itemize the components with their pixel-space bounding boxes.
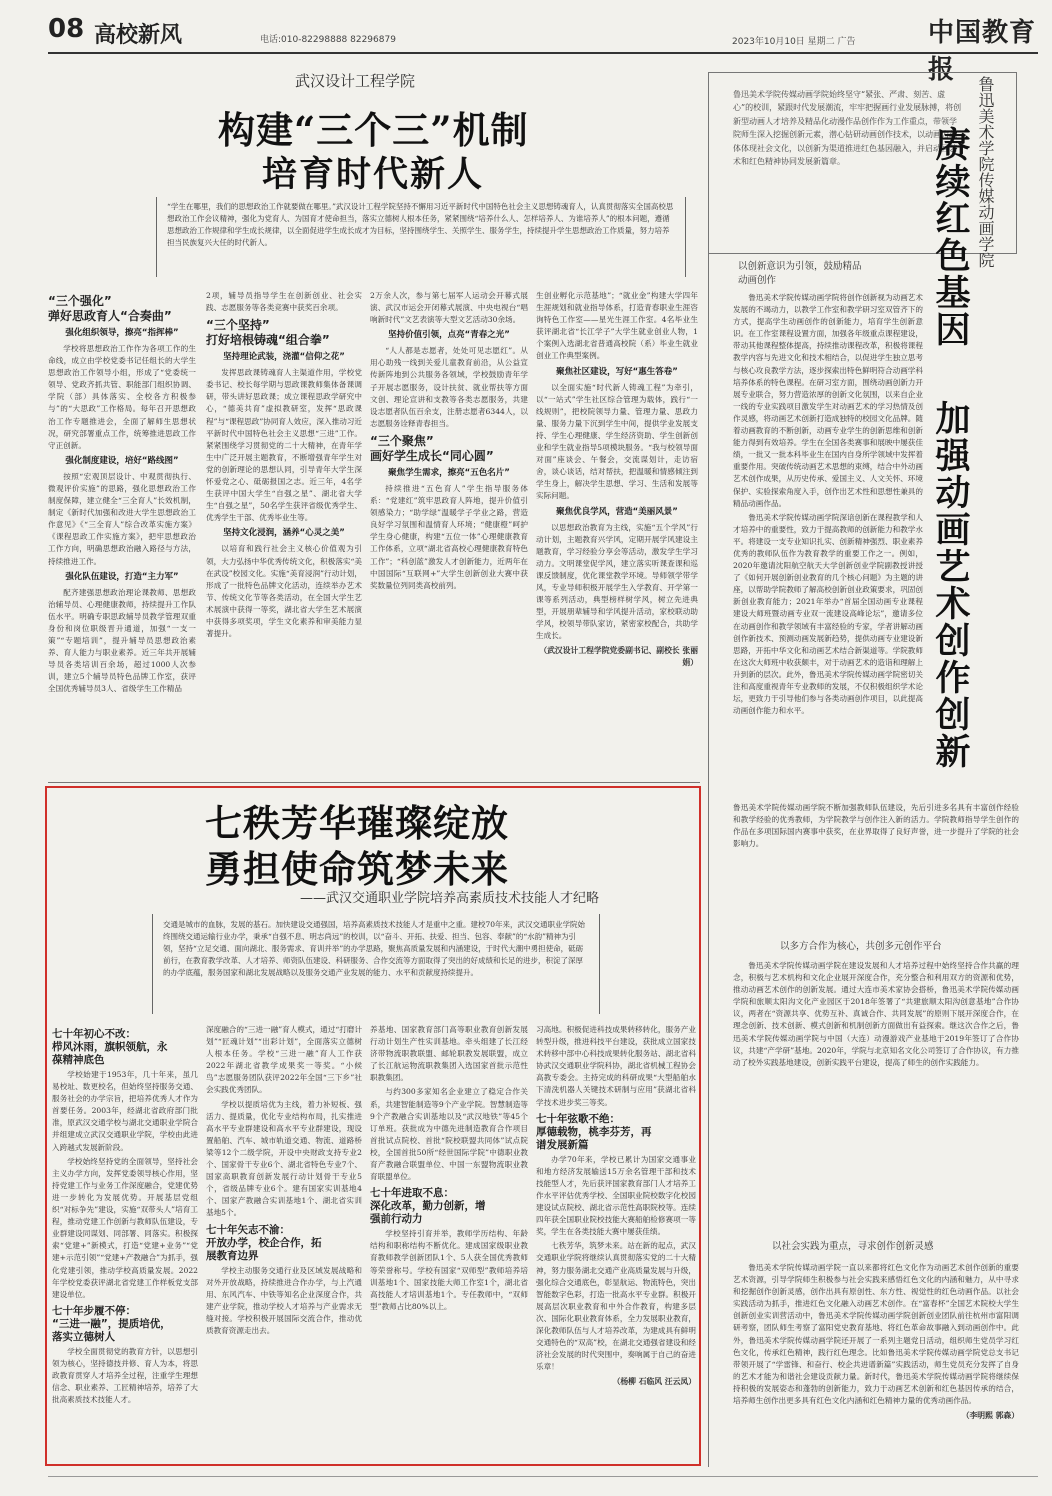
article2-col1-p3: 学校全面贯彻党的教育方针，以思想引领为核心，坚持德技并修、育人为本，将思政教育贯穿人才培养全过程，注重学生理想信念、职业素养、工匠精神培养，培养了大批高素质技术技能人才。 [52, 1346, 198, 1405]
sidebar-school: 鲁迅美术学院传媒动画学院 [976, 76, 995, 268]
sidebar-body-2 [733, 960, 1019, 1230]
article2-col3-p1: 与约300多家知名企业建立了稳定合作关系，共建智能制造等9个产业学院。智慧制造等9个产教融合实训基地以及“武汉地铁”等45个订单班。获批成为中德先进制造教育合作项目首批试点院校、首批“院校联盟共同体”试点院校，全国首批50所“经世国际学院”中德职业教育产教融合联盟单位、中国一东盟物流职业教育联盟单位。 [370, 1087, 528, 1182]
article2-byline: （杨柳 石临风 汪云凤） [612, 1377, 696, 1387]
article1-column-4 [536, 290, 698, 774]
article2-col3-heading: 七十年进取不息： 深化改革，勤力创新，增 强前行动力 [370, 1187, 486, 1226]
article1-byline: （武汉设计工程学院党委副书记、副校长 张丽娟） [539, 646, 698, 668]
article1-col4-sub1: 聚焦社区建设，写好“惠生答卷” [556, 366, 678, 377]
article2-col3-p0: 养基地、国家教育部门高等职业教育创新发展行动计划生产性实训基地。牵头组建了长江经济带物流职教联盟、邮轮职教发展联盟，成立了长江航运物流职教集团入选国家首批示范性职教集团。 [370, 1025, 528, 1083]
article1-col4-p1: 以全面实施“时代新人铸魂工程”为牵引，以“一站式”学生社区综合管理为载体，践行“一线规则”，把校院领导力量、管理力量、思政力量、服务力量下沉到学生中间，提供学业发展支持、学生心理健康、学生经济资助、学生创新创业和学生就业指导5项模块服务。“我与校领导面对面”座谈会、午餐会，交流谋划计，走访宿舍，谈心谈话，结对帮扶，把温暖和情感倾注到学生身上，解决学生思想、学习、生活和发展等实际问题。 [536, 382, 698, 501]
sidebar-p1b: 鲁迅美术学院传媒动画学院深谙创新在课程教学和人才培养中的重要性，致力于提高教师的创新能力和教学水平。将建设一支专业知识扎实、创新精神强烈、职业素养优秀的教师队伍作为教育教学的重要工作之一。例如，2020年邀请沈阳航空航天大学创新创业学院副教授讲授了《如何开展创新创业教育的几个核心问题》为主题的讲座，以帮助学院教师了解高校创新创业政策要求，巩固创新创业教育能力；2021年举办“首届全国动画专业课程建设大师班暨动画专业双一流建设高峰论坛”，邀请多位在动画创作和教学领域有丰富经验的专家，学者讲解动画创作新技术、预测动画发展新趋势，提供动画专业建设新思路，开拓中华文化和动画艺术结合新渠道等。学院教师在这次大师班中收获颇丰，对于动画艺术的造诣和理解上升到新的层次。此外，鲁迅美术学院传媒动画学院密切关注和高度重视青年专业教师的发展，不仅积极组织学术论坛，更致力于引导他们参与各类动画创作项目，以此提高动画创作能力和水平。 [733, 512, 923, 716]
article1-col1-sub3: 强化队伍建设，打造“主力军” [65, 571, 179, 582]
page-footer-rule [48, 1476, 1038, 1477]
sidebar-body-3 [733, 1262, 1019, 1460]
article2-subtitle: ——武汉交通职业学院培养高素质技术技能人才纪略 [300, 891, 600, 906]
sidebar-byline: （李明熙 郭森） [961, 1411, 1019, 1421]
article1-col1-sub2: 强化制度建设，培好“路线图” [65, 455, 179, 466]
article2-column-3 [370, 1024, 528, 1460]
article2-title-line2: 勇担使命筑梦未来 [205, 847, 509, 891]
article1-col4-sub2: 聚焦优良学风，营造“美丽风景” [556, 506, 678, 517]
section-title: 高校新风 [94, 23, 183, 48]
sidebar-p1: 鲁迅美术学院传媒动画学院将创作创新视为动画艺术发展的不竭动力，以教学工作室和教学研习室双管齐下的方式，提高学生动画创作的创新能力，培育学生创新意识。在工作室课程设置方面，加强各年级重点课程建设，带动其他课程整体提高，持续推动课程改革，积极将课程教学内容与先进文化和技术相结合，以促进学生独立思考与核心攻良教学方法，逐步探索出特色鲜明符合动画学科培养体系的特色课程。在研习室方面，围绕动画创新力开展专业联合，努力营造浓厚的创新文化氛围，以来自企业一线的专业实践项目激发学生对动画艺术的学习热情及创作灵感，将动画艺术创新打造成独特的校园文化品牌。随着动画教育的不断创新，动画专业学生的创新思维和创新能力得到有效培养。学生在全国各类赛事和展映中屡获佳绩，一批又一批本科毕业生在国内自身所学领域中发挥着重要作用。突破传统动画艺术思想的束缚，结合中外动画艺术创作成果，从历史传承、爱国主义、人文关怀、环境保护、实验探索角度入手，创作出艺术性和思想性兼具的精品动画作品。 [733, 293, 923, 508]
article2-col4-heading: 七十年弦歌不绝： 厚德载物，桃李芬芳，再 谱发展新篇 [536, 1112, 652, 1151]
article1-col2-p1: 发挥思政课铸魂育人主渠道作用，学校党委书记、校长每学期与思政课教师集体备课调研，带头讲好思政课；成立课程思政学研究中心，“德美共育”虚拟教研室，发挥“思政课程”与“课程思政”协同育人效应，深入推动习近平新时代中国特色社会主义思想“三进”工作。紧紧围绕学习贯彻党的二十大精神，在青年学生中广泛开展主题教育，不断增强青年学生对党的创新理论的思想认同，引导青年大学生深怀爱党之心、砥砺报国之志。近三年，4名学生获评中国大学生“自强之星”、湖北省大学生“自强之星”，50名学生获评省级优秀学生、优秀学生干部、优秀毕业生等。 [206, 368, 362, 523]
sidebar-intro: 鲁迅美术学院传媒动画学院始终坚守“紧张、严肃、刻苦、虚心”的校训，紧跟时代发展潮流，牢牢把握画行业发展脉搏，将创新型动画人才培养及精品化动漫作品创作作为工作重点，带领学院师生深入挖掘创新元素，潜心钻研动画创作技术，以动画为载体体现社会文化，以创新为渠道推进红色基因融入，并启动画艺术和红色精神协同发展新篇章。 [733, 90, 962, 167]
article2-col2-p0: 深度融合的“三进一融”育人模式，通过“打磨计划”“匠魂计划”“出彩计划”，全面落实立德树人根本任务。学校“三进一融”育人工作获2022年湖北省教学成果奖一等奖。“小候鸟”志愿服务团队获评2022年全国“三下乡”社会实践优秀团队。 [206, 1025, 362, 1095]
article1-column-3 [370, 290, 528, 774]
sidebar-body-1 [733, 292, 923, 802]
article1-intro: “学生在哪里，我们的思想政治工作就要做在哪里。”武汉设计工程学院坚持不懈用习近平新时代中国特色社会主义思想铸魂育人，认真贯彻落实全国高校思想政治工作会议精神，强化为党育人、为国育才使命担当，落实立德树人根本任务，紧紧围绕“培养什么人、怎样培养人、为谁培养人”的根本问题，遵循思想政治工作规律和学生成长规律，以全面促进学生成长成才为目标，坚持围绕学生、关照学生、服务学生，持续提升学生思想政治工作质量，努力培养担当民族复兴大任的时代新人。 [156, 197, 686, 277]
article1-column-2 [206, 290, 362, 774]
article1-col3-sub2: 聚焦学生需求，擦亮“五色名片” [388, 467, 510, 478]
sidebar-p2: 鲁迅美术学院传媒动画学院在建设发展和人才培养过程中始终坚持合作共赢的理念，积极与艺术机构和文化企业展开深度合作，充分整合和利用双方的资源和优势，推动动画艺术创作的创新发展。通过大连市美术家协会搭桥，鲁迅美术学院传媒动画学院和旅顺太阳沟文化产业园区于2018年签署了“共建旅顺太阳沟创意基地”合作协议，两者在“资源共享、优势互补、真诚合作、共同发展”的原则下展开深度合作，在理念创新、技术创新、模式创新和机制创新方面做出有益探索。继这次合作之后，鲁迅美术学院传媒动画学院与中国（大连）动漫游戏产业基地于2019年签订了合作协议，共建“产学研”基地。2020年，学院与北京知名文化公司签订了合作协议，有力推动了校外实践基地建设，创新实践平台建设，提高了师生的创作实践能力。 [733, 961, 1019, 1067]
article1-col3-heading: “三个聚焦” 画好学生成长“同心圆” [370, 433, 494, 463]
article-divider [48, 782, 700, 783]
article2-col4-p2: 七秩芳华，筑梦未来。站在新的起点，武汉交通职业学院将继续认真贯彻落实党的二十大精神，努力服务湖北交通产业高质量发展与升级，强化综合交通底色，彰显航运、物流特色，突出智能数字色彩，打造一批高水平专业群。积极开展高层次职业教育和中外合作教育，构建多层次、国际化职业教育体系，全力发展职业教育，深化教师队伍与人才培养改革，为建成具有鲜明交通特色的“双高”校，在湖北交通强省建设和经济社会发展的时代突围中，奏响属于自己的奋进乐章！ [536, 1241, 696, 1372]
sidebar-sub3: 以社会实践为重点，寻求创作创新灵感 [772, 1241, 934, 1252]
header-phone: 电话:010-82298888 82296879 [260, 35, 396, 45]
page-number: 08 [48, 14, 85, 44]
article1-col1-sub1: 强化组织领导，擦亮“指挥棒” [65, 328, 179, 338]
article1-col1-heading: “三个强化” 弹好思政育人“合奏曲” [48, 294, 172, 323]
article2-title-line1: 七秩芳华璀璨绽放 [205, 801, 509, 845]
header-date: 2023年10月10日 星期二 广告 [732, 37, 856, 47]
article2-col1-heading2: 七十年步履不停： “三进一融”，提质培优， 落实立德树人 [52, 1304, 171, 1343]
article1-column-1 [48, 290, 196, 774]
sidebar-sub1: 以创新意识为引领，鼓励精品 动画创作 [738, 261, 862, 286]
article1-col4-p2: 以思想政治教育为主线，实施“五个学风”行动计划，主题教育兴学风，定期开展学风建设主题教育，学习经验分享会等活动，激发学生学习动力。文明课堂促学风，建立落实听课查课和巡课反馈制度，优化课堂教学环境。导师领学带学风，专业导师积极开展学生入学教育、开学第一课等系列活动，典型榜样树学风，树立先进典型，开展朋辈辅导和学风提升活动，家校联动助学风，校领导带队家访，紧密家校配合，共助学生成长。 [536, 522, 698, 641]
article1-title-line1: 构建“三个三”机制 [218, 108, 529, 152]
article1-title-line2: 培育时代新人 [262, 154, 485, 195]
article1-col1-p2: 按照“宏观顶层设计、中观贯彻执行、微观评价实施”的思路，强化思想政治工作制度保障，建立健全“三全育人”长效机制，制定《新时代加强和改进大学生思想政治工作意见》《“三全育人”综合改革实施方案》《课程思政工作实施方案》，把牢思想政治工作方向，明确思想政治融入路径与方法，持续推进工作。 [48, 471, 196, 566]
article1-col1-p1: 学校将思想政治工作作为各项工作的生命线，成立由学校党委书记任组长的大学生思想政治工作领导小组，形成了“党委统一领导、党政齐抓共管、职能部门组织协调、学院（部）具体落实、全校各方积极参与”的“大思政”工作格局。每年召开思想政治工作专题推进会，全面了解师生思想状况，研究部署重点工作，统筹推进思政工作守正创新。 [48, 344, 196, 450]
article1-col2-heading: “三个坚持” 打好培根铸魂“组合拳” [206, 318, 330, 348]
article1-col3-p1: “人人都是志愿者，处处可见志愿红”。从用心助残一线到关爱儿童教育前沿，从公益宣传新阵地到公共服务各领域，学校鼓励青年学子开展志愿服务，设计扶贫、就业帮扶等方面文创、理论宣讲和支教等各类志愿服务，共建设志愿者队伍百余支，注册志愿者6344人，以志愿服务诠释青春担当。 [370, 346, 528, 428]
article1-col1-p3: 配齐建强思想政治理论课教师、思想政治辅导员、心理健康教师，持续提升工作队伍水平。明确专职思政辅导员教学管理双重身份和岗位职级晋升通道，加强“一支一策”“专题培训”，提升辅导员思想政治素养、育人能力与职业素养。近三年共开展辅导员各类培训百余场，超过1000人次参训，建立5个辅导员特色品牌工作室，获评全国优秀辅导员3人、省级学生工作精品 [48, 587, 196, 694]
article2-col1-p2: 学校始终坚持党的全面领导，坚持社会主义办学方向，发挥党委领导核心作用，坚持党建工作与业务工作深度融合，党建优势进一步转化为发展优势。开展基层党组织“对标争先”建设，实施“双带头人”培育工程，推动党建工作创新与教师队伍建设，专业群建设同谋划、同部署、同落实。积极探索“党建+”新模式，打造“党建+业务”“党建+示范引领”“党建+产教融合”为抓手，强化党建引领，推动学校高质量发展。2022年学校党委获评湖北省党建工作样板党支部建设单位。 [52, 1156, 198, 1299]
article1-col3-sub1: 坚持价值引领，点亮“青春之光” [388, 330, 510, 341]
article2-col1-heading: 七十年初心不改： 栉风沐雨，旗帜领航，永 葆精神底色 [52, 1028, 168, 1066]
sidebar-title-line1: 赓续红色基因 [930, 126, 971, 348]
masthead-logo: 中国教育报 [928, 18, 1037, 85]
article2-intro: 交通是城市的血脉，发展的基石。加快建设交通强国，培养高素质技术技能人才是重中之重。建校70年来，武汉交通职业学院始终围绕交通运输行业办学，秉承“自强不息、明志尚远”的校训，以“奋斗、开拓、扶爱、担当、包容、奉献”的“水韵”精神为引领，坚持“立足交通、面向湖北、服务需求、育训并举”的办学思路，聚焦高质量发展和内涵建设，于时代大潮中勇担使命，砥砺前行，在教育教学改革、人才培养、师资队伍建设、科研服务、合作交流等方面取得了突出的好成绩和长足的进步，积淀了深厚的办学底蕴，服务国家和湖北发展战略以及服务交通产业发展的能力、水平和贡献度持续提升。 [152, 914, 600, 1014]
article2-col2-heading: 七十年矢志不渝： 开放办学，校企合作，拓 展教育边界 [206, 1223, 322, 1262]
article1-school: 武汉设计工程学院 [295, 72, 416, 90]
article1-col3-p2: 持续推进“五色育人”学生指导服务体系：“党建红”筑牢思政育人阵地，提升价值引领感染力；“助学绿”温暖学子学业之路，营造良好学习氛围和温情育人环境；“健康橙”呵护学生身心健康，构建“五位一体”心理健康教育工作体系，立项“湖北省高校心理健康教育特色工作”；“科创蓝”激发人才创新能力，近两年在中国国际“互联网+”大学生创新创业大赛中获奖数量位列同类高校前列。 [370, 483, 528, 590]
article1-col2-p0: 2项，辅导员指导学生在创新创业、社会实践、志愿服务等各类竞赛中获奖百余项。 [206, 291, 362, 313]
article2-col1-p1: 学校始建于1953年，几十年来，虽几易校址、数更校名，但始终坚持服务交通、服务社会的办学宗旨，把培养优秀人才作为首要任务。2003年，经湖北省政府部门批准，原武汉交通学校与湖北交通职业学院合并组建成立武汉交通职业学院，学校由此进入跨越式发展新阶段。 [52, 1070, 198, 1152]
article2-col4-p0: 习高地。积极促进科技成果转移转化，服务产业转型升级，推进科技平台建设，获批成立国家技术转移中部中心科技成果转化服务站、湖北省科协武汉交通职业学院科协，湖北省机械工程协会高教专委会。主持完成的科研成果“大型船舶水下清洗机器人关键技术研制与应用”获湖北省科学技术进步奖三等奖。 [536, 1025, 696, 1107]
article2-col2-p2: 学校主动服务交通行业及区域发展战略和对外开放战略，持续推进合作办学，与上汽通用、东风汽车、中铁等知名企业深度合作，共建产业学院，推动学校人才培养与产业需求无缝对接。学校积极开展国际交流合作，推动优质教育资源走出去。 [206, 1265, 362, 1335]
sidebar-title-line2: 加强动画艺术创作创新 [930, 400, 971, 770]
sidebar-p3: 鲁迅美术学院传媒动画学院一直以来都将红色文化作为动画艺术创作创新的重要艺术资源，引导学院师生积极参与社会实践来感悟红色文化的内涵和魅力，从中寻求和挖掘创作创新灵感，创作出具有原创性、东方性、视觉性的红色动画作品。以社会实践活动为抓手，推进红色文化融入动画艺术创作。在“富春杯”全国艺术院校大学生创新创业实训营活动中，鲁迅美术学院传媒动画学院创新创业团队前往杭州市富阳调研考察，团队师生考察了富阳党史教育基地、将红色革命故事融入到动画创作中。此外，鲁迅美术学院传媒动画学院还开展了一系列主题党日活动，组织师生党员学习红色文化，传承红色精神，践行红色理念。比如鲁迅美术学院传媒动画学院党总支书记带领开展了“学雷锋、和奋行、校企共进谱新篇”实践活动，师生党员充分发挥了自身的艺术才能为和谐社会建设贡献力量。新时代，鲁迅美术学院传媒动画学院将继续保持积极的发展姿态和蓬勃的创新能力，致力于动画艺术创新和红色基因传承的结合，培养师生创作出更多具有红色文化内涵和红色精神力量的优秀动画作品。 [733, 1263, 1019, 1406]
article2-col3-p2: 学校坚持引育并举，教师学历结构、年龄结构和职称结构不断优化。建成国家级职业教育教师教学创新团队1个、5人获全国优秀教师等荣誉称号。学校有国家“双师型”教师培养培训基地1个、国家技能大师工作室1个，湖北省高技能人才培训基地1个。专任教师中，“双师型”教师占比80%以上。 [370, 1229, 528, 1311]
article1-col3-p0: 2万余人次，参与第七届军人运动会开幕式展演、武汉市运会开闭幕式展演、中央电视台“唱响新时代”文艺表演等大型文艺活动30余场。 [370, 291, 528, 325]
article1-col2-sub1: 坚持理论武装，浇灌“信仰之花” [223, 352, 345, 363]
article2-column-1 [52, 1024, 198, 1460]
article2-col4-p1: 办学70年来，学校已累计为国家交通事业和地方经济发展输送15万余名管理干部和技术技能型人才，先后获评国家教育部门人才培养工作水平评估优秀学校、全国职业院校数字化校园建设试点院校、湖北省示范性高职院校等。连续四年获全国职业院校技能大赛船舶检修赛项一等奖，学生在各类技能大赛中屡获佳绩。 [536, 1154, 696, 1237]
article2-column-4 [536, 1024, 696, 1460]
article1-col2-sub2: 坚持文化浸润，涵养“心灵之美” [223, 528, 345, 539]
article2-column-2 [206, 1024, 362, 1460]
sidebar-sub2: 以多方合作为核心，共创多元创作平台 [780, 941, 942, 952]
sidebar-border [708, 72, 709, 1467]
sidebar-body-1b: 鲁迅美术学院传媒动画学院不断加强教师队伍建设，先后引进多名具有丰富创作经验和教学经验的优秀教师，为学院教学与创作注入新的活力。学院教师指导学生创作的作品在多项国际国内赛事中获奖，在业界取得了良好声誉，进一步提升了学院的社会影响力。 [733, 803, 1019, 849]
article2-col2-p1: 学校以提质培优为主线，着力补短板、强活力、提质量，优化专业结构布局，扎实推进高水平专业群建设和高水平专业群建设，现设置船舶、汽车、城市轨道交通、物流、道路桥梁等12个二级学院，开设中央财政支持专业2个、国家骨干专业6个、湖北省特色专业7个、国家高职教育创新发展行动计划骨干专业5个，省级品牌专业6个。建有国家实训基地4个、国家产教融合实训基地1个、湖北省实训基地5个。 [206, 1099, 362, 1218]
article1-col2-p2: 以培育和践行社会主义核心价值观为引领，大力弘扬中华优秀传统文化，积极落实“美在武设”校园文化。实施“美育浸润”行动计划，形成了一批特色品牌文化活动，连续举办艺术节、传统文化节等各类活动，在全国大学生艺术展演中获得一等奖，湖北省大学生艺术展演中获得多项奖项，学生文化素养和审美能力显著提升。 [206, 544, 362, 639]
article1-col4-p0: 生创业孵化示范基地”；“就业金”构建大学四年生涯规划和就业指导体系，打造青春职业生涯咨询特色工作室——星光生涯工作室。4名毕业生获评湖北省“长江学子”大学生就业创业人物，1个案例入选湖北省普通高校院（系）毕业生就业创业工作典型案例。 [536, 291, 698, 361]
